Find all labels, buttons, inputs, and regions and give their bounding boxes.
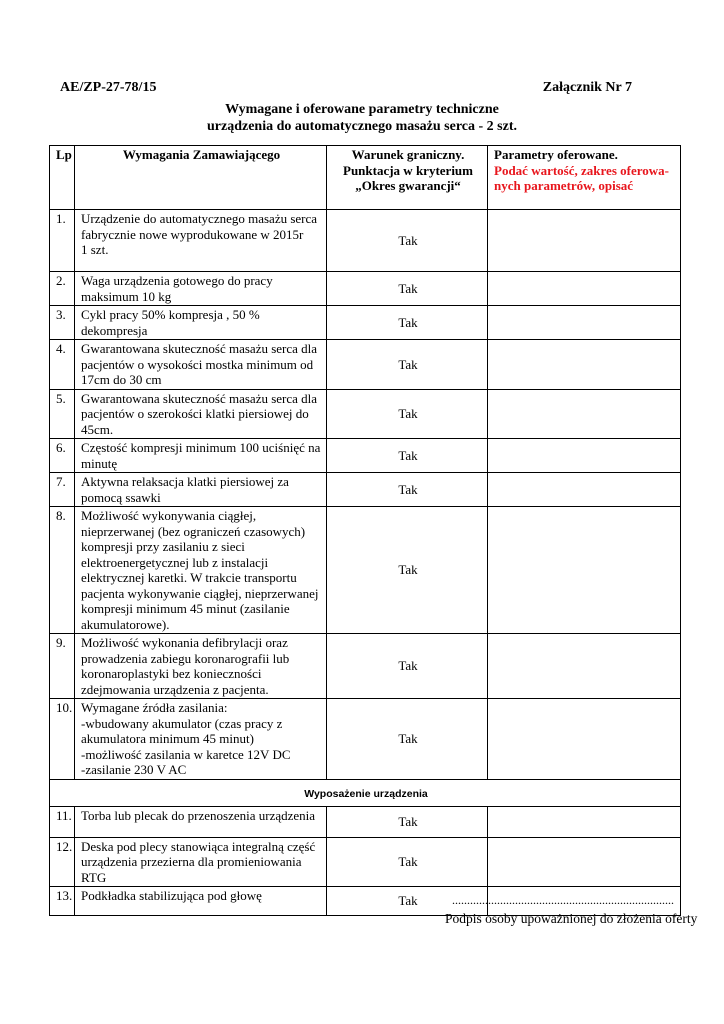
offered-parameters-input[interactable] (488, 806, 681, 837)
table-row (50, 272, 681, 306)
header-condition-line: Warunek graniczny. (351, 147, 465, 162)
condition-answer: Tak (327, 389, 488, 439)
table-row (50, 699, 681, 780)
requirement-cell (75, 306, 327, 340)
header-condition (327, 146, 488, 210)
row-number: 9. (50, 634, 75, 699)
condition-answer: Tak (327, 340, 488, 390)
section-title: Wyposażenie urządzenia (50, 779, 681, 806)
requirement-line: urządzenia przezierna dla promieniowania (81, 854, 302, 869)
requirement-line: maksimum 10 kg (81, 288, 172, 304)
table-row (50, 837, 681, 887)
signature-line: .......................................................................... (452, 893, 674, 907)
requirement-cell (75, 210, 327, 272)
table-header-row (50, 146, 681, 210)
requirement-line: kompresji przy zasilaniu z sieci (81, 539, 245, 554)
offered-parameters-input[interactable] (488, 439, 681, 473)
table-row (50, 507, 681, 634)
requirement-line: koronaroplastyki bez konieczności (81, 666, 262, 681)
requirement-line: -możliwość zasilania w karetce 12V DC (81, 746, 291, 762)
offered-parameters-input[interactable] (488, 272, 681, 306)
table-row (50, 389, 681, 439)
offered-parameters-input[interactable] (488, 507, 681, 634)
requirement-line: pomocą ssawki (81, 489, 161, 505)
condition-answer: Tak (327, 507, 488, 634)
row-number: 2. (50, 272, 75, 306)
requirement-line: pacjentów o wysokości mostka minimum od (81, 356, 314, 372)
section-row (50, 779, 681, 806)
requirement-line: 45cm. (81, 421, 114, 437)
title-line-1: Wymagane i oferowane parametry techniczne (225, 102, 499, 117)
requirement-line: Podkładka stabilizująca pod głowę (81, 888, 262, 903)
table-row (50, 473, 681, 507)
offered-parameters-input[interactable] (488, 389, 681, 439)
requirement-line: zdejmowania urządzenia z pacjenta. (81, 681, 269, 697)
offered-parameters-input[interactable] (488, 210, 681, 272)
offered-parameters-input[interactable] (488, 837, 681, 887)
title-line-2: urządzenia do automatycznego masażu serca - 2 szt. (206, 119, 518, 134)
requirement-line: kompresji minimum 45 minut (zasilanie (81, 601, 290, 616)
requirement-cell (75, 473, 327, 507)
offered-parameters-input[interactable] (488, 306, 681, 340)
condition-answer: Tak (327, 699, 488, 780)
condition-answer: Tak (327, 837, 488, 887)
requirement-cell (75, 634, 327, 699)
row-number: 1. (50, 210, 75, 272)
requirement-line: pacjentów o szerokości klatki piersiowej do (81, 406, 309, 421)
row-number: 13. (50, 887, 75, 916)
requirement-line: Deska pod plecy stanowiąca integralną część (81, 838, 316, 854)
header-offered (488, 146, 681, 210)
attachment-number: Załącznik Nr 7 (542, 80, 632, 95)
requirement-line: Torba lub plecak do przenoszenia urządzenia (81, 807, 316, 823)
header-offered-instruction: Podać wartość, zakres oferowa- (494, 162, 669, 178)
condition-answer: Tak (327, 806, 488, 837)
row-number: 4. (50, 340, 75, 390)
requirement-line: prowadzenia zabiegu koronarografii lub (81, 650, 290, 666)
requirement-line: akumulatora minimum 45 minut) (81, 731, 254, 746)
offered-parameters-input[interactable] (488, 340, 681, 390)
offered-parameters-input[interactable] (488, 473, 681, 507)
requirement-line: Wymagane źródła zasilania: (81, 700, 228, 715)
requirement-line: 17cm do 30 cm (81, 372, 162, 387)
requirement-cell (75, 389, 327, 439)
header-offered-line: Parametry oferowane. (494, 147, 618, 162)
requirement-cell (75, 837, 327, 887)
requirement-cell (75, 340, 327, 390)
requirement-line: nieprzerwanej (bez ograniczeń czasowych) (81, 523, 306, 539)
header-condition-line: Punktacja w kryterium (343, 162, 473, 178)
offered-parameters-input[interactable] (488, 634, 681, 699)
row-number: 3. (50, 306, 75, 340)
requirement-line: fabrycznie nowe wyprodukowane w 2015r (81, 226, 304, 242)
table-row (50, 439, 681, 473)
condition-answer: Tak (327, 272, 488, 306)
condition-answer: Tak (327, 634, 488, 699)
requirement-line: 1 szt. (81, 242, 109, 257)
requirement-line: Możliwość wykonania defibrylacji oraz (81, 635, 288, 650)
requirement-cell (75, 887, 327, 916)
document-reference: AE/ZP-27-78/15 (60, 80, 157, 95)
requirement-line: pacjenta wykonywanie ciągłej, nieprzerwanej (81, 585, 319, 601)
requirement-line: Aktywna relaksacja klatki piersiowej za (81, 474, 289, 489)
header-lp: Lp (50, 146, 75, 210)
table-row (50, 634, 681, 699)
offered-parameters-input[interactable] (488, 699, 681, 780)
page-title (0, 101, 724, 135)
requirement-cell (75, 806, 327, 837)
requirement-line: Cykl pracy 50% kompresja , 50 % (81, 307, 260, 322)
header-condition-line: „Okres gwarancji“ (355, 178, 461, 193)
requirement-line: Waga urządzenia gotowego do pracy (81, 273, 273, 288)
signature-label: Podpis osoby upoważnionej do złożenia oferty (445, 911, 698, 926)
row-number: 6. (50, 439, 75, 473)
requirement-line: Możliwość wykonywania ciągłej, (81, 508, 257, 523)
condition-answer: Tak (327, 210, 488, 272)
table-row (50, 210, 681, 272)
row-number: 11. (50, 806, 75, 837)
row-number: 5. (50, 389, 75, 439)
condition-answer: Tak (327, 473, 488, 507)
header-offered-instruction: nych parametrów, opisać (494, 178, 634, 193)
requirement-line: Gwarantowana skuteczność masażu serca dla (81, 341, 318, 356)
requirement-line: elektrycznej karetki. W trakcie transportu (81, 570, 297, 585)
table-row (50, 340, 681, 390)
condition-answer: Tak (327, 887, 488, 916)
header-requirements: Wymagania Zamawiającego (75, 146, 327, 210)
row-number: 7. (50, 473, 75, 507)
requirement-cell (75, 439, 327, 473)
requirement-line: Gwarantowana skuteczność masażu serca dla (81, 390, 318, 406)
requirement-line: elektroenergetycznej lub z instalacji (81, 554, 269, 570)
table-row (50, 806, 681, 837)
condition-answer: Tak (327, 439, 488, 473)
table-row (50, 306, 681, 340)
requirement-line: minutę (81, 455, 118, 471)
requirement-cell (75, 272, 327, 306)
requirement-cell (75, 699, 327, 780)
parameters-table (49, 145, 681, 916)
row-number: 12. (50, 837, 75, 887)
requirement-line: RTG (81, 869, 107, 885)
row-number: 8. (50, 507, 75, 634)
requirement-line: Urządzenie do automatycznego masażu serca (81, 211, 318, 226)
row-number: 10. (50, 699, 75, 780)
requirement-line: dekompresja (81, 322, 148, 338)
requirement-line: akumulatorowe). (81, 616, 170, 632)
requirement-line: -zasilanie 230 V AC (81, 762, 187, 777)
requirement-cell (75, 507, 327, 634)
condition-answer: Tak (327, 306, 488, 340)
requirement-line: -wbudowany akumulator (czas pracy z (81, 715, 283, 731)
requirement-line: Częstość kompresji minimum 100 uciśnięć na (81, 440, 321, 455)
